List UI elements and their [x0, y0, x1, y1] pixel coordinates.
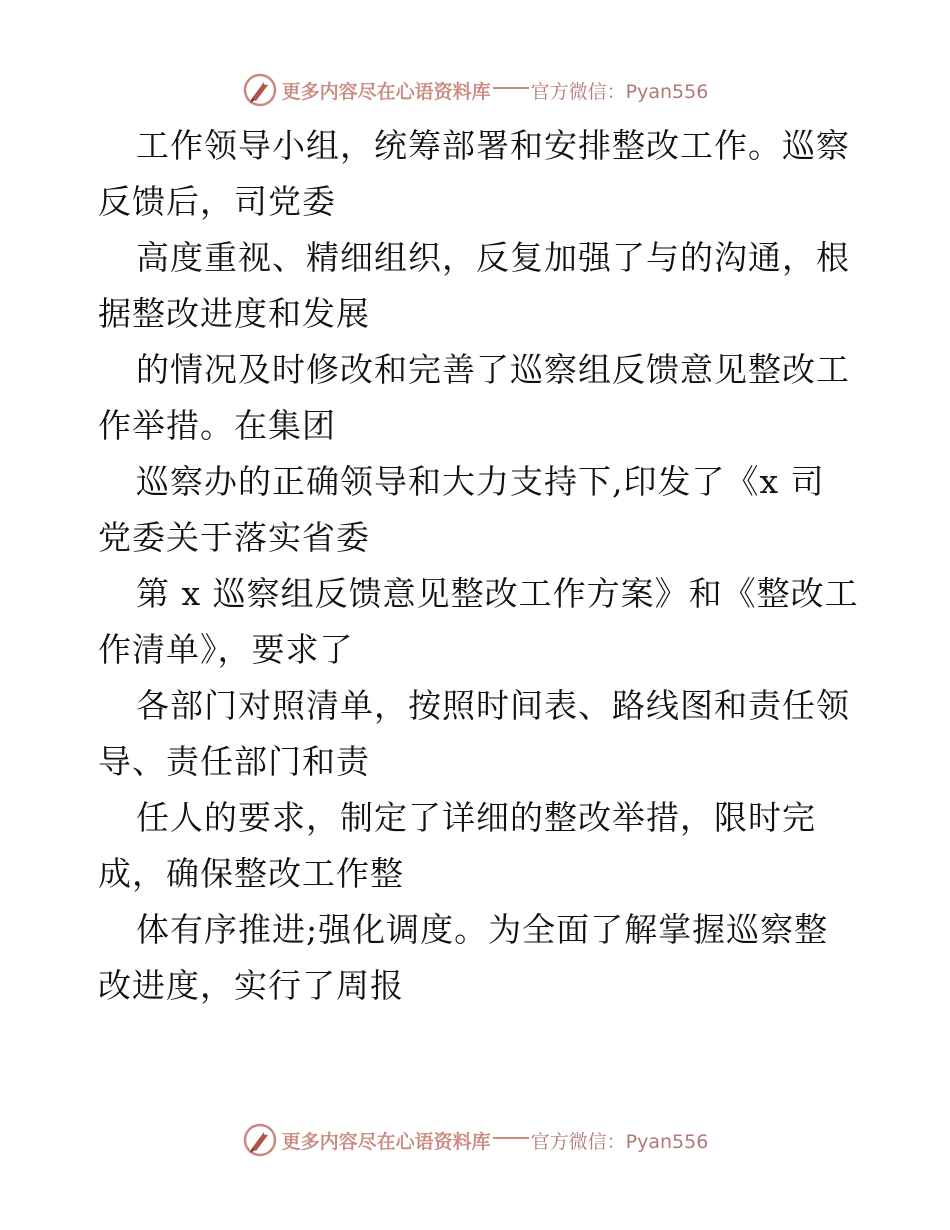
paragraph — [98, 678, 858, 790]
pen-logo-icon — [242, 72, 278, 108]
paragraph-first-line: 各部门对照清单，按照时间表、路线图和责任领 — [136, 686, 850, 725]
watermark-secondary-text: 官方微信：Pyan556 — [530, 80, 709, 103]
watermark-secondary-text: 官方微信：Pyan556 — [530, 1130, 709, 1153]
paragraph-first-line: 巡察办的正确领导和大力支持下,印发了《x 司 — [136, 462, 825, 501]
paragraph-continuation-line: 党委关于落实省委 — [98, 518, 370, 557]
paragraph-first-line: 第 x 巡察组反馈意见整改工作方案》和《整改工 — [136, 574, 859, 613]
paragraph — [98, 230, 858, 342]
document-body — [98, 118, 858, 1014]
watermark-main-text: 更多内容尽在心语资料库 — [281, 1130, 491, 1153]
paragraph-continuation-line: 据整改进度和发展 — [98, 294, 370, 333]
paragraph-first-line: 工作领导小组，统筹部署和安排整改工作。巡察 — [136, 126, 850, 165]
watermark-separator — [493, 1137, 529, 1139]
paragraph-continuation-line: 成，确保整改工作整 — [98, 854, 404, 893]
paragraph — [98, 118, 858, 230]
paragraph-continuation-line: 反馈后，司党委 — [98, 182, 336, 221]
paragraph — [98, 790, 858, 902]
paragraph — [98, 566, 858, 678]
paragraph — [98, 454, 858, 566]
paragraph-continuation-line: 作举措。在集团 — [98, 406, 336, 445]
pen-logo-icon — [242, 1122, 278, 1158]
paragraph-first-line: 高度重视、精细组织，反复加强了与的沟通，根 — [136, 238, 850, 277]
paragraph-first-line: 体有序推进;强化调度。为全面了解掌握巡察整 — [136, 910, 829, 949]
watermark-separator — [493, 87, 529, 89]
watermark-footer — [0, 1120, 950, 1160]
paragraph-first-line: 任人的要求，制定了详细的整改举措，限时完 — [136, 798, 816, 837]
watermark-header — [0, 70, 950, 110]
paragraph-continuation-line: 改进度，实行了周报 — [98, 966, 404, 1005]
paragraph — [98, 342, 858, 454]
paragraph-continuation-line: 导、责任部门和责 — [98, 742, 370, 781]
paragraph — [98, 902, 858, 1014]
paragraph-continuation-line: 作清单》，要求了 — [98, 630, 354, 669]
paragraph-first-line: 的情况及时修改和完善了巡察组反馈意见整改工 — [136, 350, 850, 389]
watermark-main-text: 更多内容尽在心语资料库 — [281, 80, 491, 103]
